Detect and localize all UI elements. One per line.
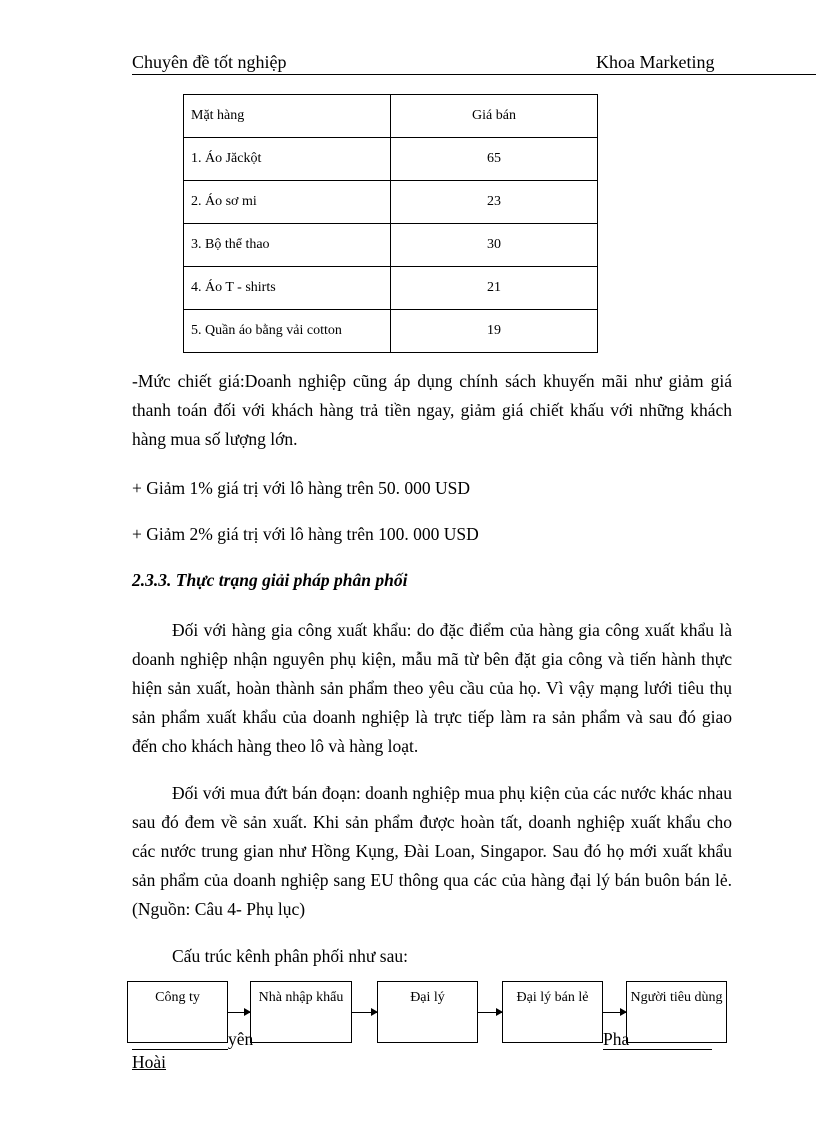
header-department: Khoa Marketing <box>596 52 715 72</box>
table-cell-item: 5. Quần áo bằng vải cotton <box>184 310 391 353</box>
node-company: Công ty <box>127 981 228 1043</box>
footer-fragment-left: yên <box>228 1029 254 1049</box>
channel-intro: Cấu trúc kênh phân phối như sau: <box>172 946 408 966</box>
arrow-agent-retail <box>478 1012 502 1013</box>
arrow-company-importer <box>228 1012 250 1013</box>
footer-author: Hoài <box>132 1052 167 1072</box>
section-heading: 2.3.3. Thực trạng giải pháp phân phối <box>132 570 408 590</box>
table-cell-price: 21 <box>391 267 598 310</box>
table-cell-item: 3. Bộ thể thao <box>184 224 391 267</box>
table-header-row <box>184 95 598 138</box>
outsourcing-paragraph: Đối với hàng gia công xuất khẩu: do đặc điểm của hàng gia công xuất khẩu là doanh nghiệp nhận nguyên phụ kiện, mẫu mã từ bên đặt gia công và tiến hành thực hiện sản xuất, hoàn thành sản phẩm theo yêu cầu của họ. Vì vậy mạng lưới tiêu thụ sản phẩm xuất khẩu của doanh nghiệp là trực tiếp làm ra sản phẩm và sau đó giao đến cho khách hàng theo lô và hàng loạt. <box>132 620 732 756</box>
price-table <box>183 94 598 353</box>
table-cell-price: 19 <box>391 310 598 353</box>
footer-fragment-right: Pha <box>603 1029 630 1049</box>
arrow-importer-agent <box>352 1012 377 1013</box>
table-cell-price: 23 <box>391 181 598 224</box>
table-cell-price: 65 <box>391 138 598 181</box>
discount-line-2: + Giảm 2% giá trị với lô hàng trên 100. 000 USD <box>132 524 479 544</box>
table-cell-item: 4. Áo T - shirts <box>184 267 391 310</box>
discount-paragraph: -Mức chiết giá:Doanh nghiệp cũng áp dụng chính sách khuyến mãi như giảm giá thanh toán đối với khách hàng trả tiền ngay, giảm giá chiết khấu với những khách hàng mua số lượng lớn. <box>132 371 732 449</box>
node-consumer: Người tiêu dùng <box>626 981 727 1043</box>
table-header-item: Mặt hàng <box>184 95 391 138</box>
table-row <box>184 310 598 353</box>
table-cell-item: 1. Áo Jăckột <box>184 138 391 181</box>
node-importer: Nhà nhập khẩu <box>250 981 352 1043</box>
table-cell-item: 2. Áo sơ mi <box>184 181 391 224</box>
table-row <box>184 267 598 310</box>
purchase-paragraph: Đối với mua đứt bán đoạn: doanh nghiệp mua phụ kiện của các nước khác nhau sau đó đem về sản xuất. Khi sản phẩm được hoàn tất, doanh nghiệp xuất khẩu cho các nước trung gian như Hồng Kụng, Đài Loan, Singapor. Sau đó họ mới xuất khẩu sản phẩm của doanh nghiệp sang EU thông qua các của hàng đại lý bán buôn bán lẻ.(Nguồn: Câu 4- Phụ lục) <box>132 783 732 919</box>
footer-rule-right <box>603 1049 712 1050</box>
node-retail-agent: Đại lý bán lẻ <box>502 981 603 1043</box>
table-row <box>184 138 598 181</box>
table-row <box>184 224 598 267</box>
table-header-price: Giá bán <box>391 95 598 138</box>
discount-line-1: + Giảm 1% giá trị với lô hàng trên 50. 000 USD <box>132 478 470 498</box>
footer-rule-left <box>132 1049 228 1050</box>
table-cell-price: 30 <box>391 224 598 267</box>
node-agent: Đại lý <box>377 981 478 1043</box>
page-header <box>132 52 816 75</box>
arrow-retail-consumer <box>603 1012 626 1013</box>
header-title: Chuyên đề tốt nghiệp <box>132 52 287 72</box>
table-row <box>184 181 598 224</box>
